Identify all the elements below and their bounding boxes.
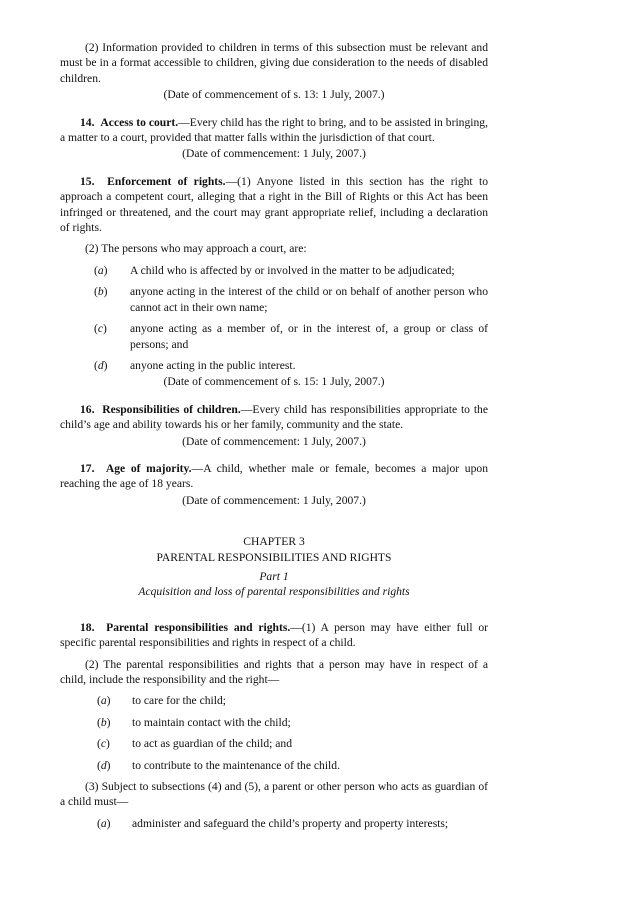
s18-item-d-text: to contribute to the maintenance of the child.	[132, 758, 340, 772]
section-16-text: —Every child has responsibilities appropriate to the child’s age and ability towards his or her family, community and the state.	[60, 402, 488, 432]
section-14-heading: Access to court.	[100, 115, 179, 129]
s13-para2: (2) Information provided to children in terms of this subsection must be relevant and must be in a format accessible to children, giving due consideration to the needs of disabled children.	[60, 41, 488, 85]
s18-item-a-text: to care for the child;	[132, 694, 226, 708]
s15-item-b-mark: b	[97, 285, 104, 299]
section-18	[60, 620, 488, 651]
s18-item-d: (d) to contribute to the maintenance of the child.	[60, 758, 488, 773]
section-15	[60, 174, 488, 236]
section-14	[60, 115, 488, 146]
chapter-label: CHAPTER 3	[243, 535, 305, 549]
s18-item-c: (c) to act as guardian of the child; and	[60, 736, 488, 751]
s18-3-item-a: (a) administer and safeguard the child’s property and property interests;	[60, 816, 488, 831]
s15-item-d-text: anyone acting in the public interest.	[130, 358, 296, 372]
s15-para2: (2) The persons who may approach a court, are:	[85, 242, 307, 256]
s14-commencement: (Date of commencement: 1 July, 2007.)	[182, 147, 366, 161]
chapter-title: PARENTAL RESPONSIBILITIES AND RIGHTS	[156, 550, 392, 564]
s15-item-d-mark: d	[97, 358, 104, 372]
section-16-heading: Responsibilities of children.	[102, 402, 241, 416]
s15-item-a: (a) A child who is affected by or involved in the matter to be adjudicated;	[60, 263, 488, 278]
s18-item-b-mark: b	[100, 715, 107, 729]
s18-item-b: (b) to maintain contact with the child;	[60, 715, 488, 730]
s13-commencement: (Date of commencement of s. 13: 1 July, 2007.)	[163, 88, 385, 102]
s15-item-a-text: A child who is affected by or involved in the matter to be adjudicated;	[130, 263, 455, 277]
part-title: Acquisition and loss of parental responsibilities and rights	[138, 585, 410, 599]
section-15-text: —(1) Anyone listed in this section has the right to approach a competent court, alleging that a right in the Bill of Rights or this Act has been infringed or threatened, and the court may grant appropriate relief, including a declaration of rights.	[60, 174, 488, 235]
s15-item-c-text: anyone acting as a member of, or in the interest of, a group or class of persons; and	[130, 322, 488, 351]
section-17	[60, 461, 488, 492]
s15-item-b: (b) anyone acting in the interest of the child or on behalf of another person who cannot act in their own name;	[94, 285, 488, 314]
s15-item-a-mark: a	[97, 263, 104, 277]
section-15-number: 15.	[80, 174, 95, 188]
s15-item-b-text: anyone acting in the interest of the child or on behalf of another person who cannot act in their own name;	[130, 285, 488, 314]
section-18-heading: Parental responsibilities and rights.	[106, 620, 291, 634]
section-17-number: 17.	[80, 461, 95, 475]
section-14-text: —Every child has the right to bring, and to be assisted in bringing, a matter to a court, provided that matter falls within the jurisdiction of that court.	[60, 115, 488, 145]
s18-para3: (3) Subject to subsections (4) and (5), a parent or other person who acts as guardian of a child must—	[60, 780, 488, 809]
s15-item-c-mark: c	[97, 322, 104, 336]
s18-item-d-mark: d	[100, 758, 107, 772]
s15-item-d: (d) anyone acting in the public interest.	[60, 358, 488, 373]
s15-commencement: (Date of commencement of s. 15: 1 July, 2007.)	[163, 375, 385, 389]
s18-3-item-a-text: administer and safeguard the child’s property and property interests;	[132, 816, 449, 830]
s18-para2: (2) The parental responsibilities and rights that a person may have in respect of a child, include the responsibility and the right—	[60, 657, 488, 686]
s16-commencement: (Date of commencement: 1 July, 2007.)	[182, 434, 366, 448]
section-18-text: —(1) A person may have either full or specific parental responsibilities and rights in respect of a child.	[60, 620, 488, 650]
s18-item-c-mark: c	[100, 737, 107, 751]
s18-3-item-a-mark: a	[100, 816, 107, 830]
s18-item-b-text: to maintain contact with the child;	[132, 715, 291, 729]
section-18-number: 18.	[80, 620, 95, 634]
section-17-heading: Age of majority.	[105, 461, 192, 475]
section-15-heading: Enforcement of rights.	[107, 174, 226, 188]
s18-item-a: (a) to care for the child;	[60, 693, 488, 708]
section-16	[60, 402, 488, 433]
section-16-number: 16.	[80, 402, 95, 416]
section-14-number: 14.	[80, 115, 95, 129]
s17-commencement: (Date of commencement: 1 July, 2007.)	[182, 493, 366, 507]
document-body	[60, 40, 488, 831]
part-label: Part 1	[259, 569, 289, 583]
s15-item-c: (c) anyone acting as a member of, or in the interest of, a group or class of persons; and	[94, 322, 488, 351]
section-17-text: —A child, whether male or female, becomes a major upon reaching the age of 18 years.	[60, 461, 488, 491]
s18-item-a-mark: a	[100, 694, 107, 708]
s18-item-c-text: to act as guardian of the child; and	[132, 737, 293, 751]
